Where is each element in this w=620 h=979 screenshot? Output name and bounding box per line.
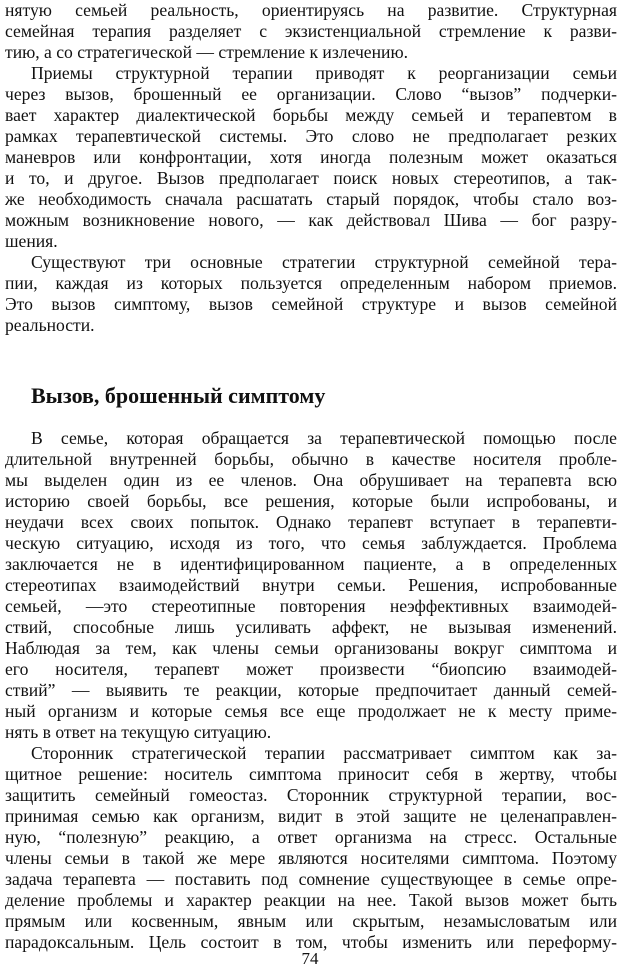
text-line: пии, каждая из которых пользуется определенным набором приемов. [5, 273, 617, 293]
text-line: заключается не в идентифицированном пациенте, а в определенных [5, 554, 617, 574]
text-line: Приемы структурной терапии приводят к реорганизации семьи [31, 63, 617, 83]
text-line: прямым или косвенным, явным или скрытым, незамысловатым или [5, 911, 617, 931]
text-line: Наблюдая за тем, как члены семьи организованы вокруг симптома и [5, 638, 617, 658]
text-line: щитное решение: носитель симптома приносит себя в жертву, чтобы [5, 764, 617, 784]
text-line: семьей, —это стереотипные повторения неэффективных взаимодей- [5, 596, 617, 616]
text-line: ный организм и которые семья все еще продолжает не к месту приме- [5, 701, 617, 721]
text-line: принимая семью как организм, видит в этой защите не целенаправлен- [5, 806, 617, 826]
heading-spacer [5, 414, 617, 428]
paragraph-challenge-organization [5, 63, 617, 252]
text-line: историю своей борьбы, все решения, которые были испробованы, и [5, 491, 617, 511]
text-line: нять в ответ на текущую ситуацию. [5, 722, 272, 742]
text-line: ческую ситуацию, исходя из того, что семья заблуждается. Проблема [5, 533, 617, 553]
text-line: длительной внутренней борьбы, обычно в качестве носителя пробле- [5, 449, 617, 469]
text-line: ствий” — выявить те реакции, которые предпочитает данный семей- [5, 680, 617, 700]
text-line: маневров или конфронтации, хотя иногда полезным может оказаться [5, 147, 617, 167]
page-number: 74 [301, 949, 319, 968]
text-line: В семье, которая обращается за терапевтической помощью после [31, 428, 617, 448]
text-line: Существуют три основные стратегии структурной семейной тера- [31, 252, 617, 272]
text-line: и то, и другое. Вызов предполагает поиск новых стереотипов, а так- [5, 168, 617, 188]
text-line: же необходимость сначала расшатать старый порядок, чтобы стало воз- [5, 189, 617, 209]
text-line: Это вызов симптому, вызов семейной структуре и вызов семейной [5, 294, 617, 314]
text-line: можным возникновение нового, — как действовал Шива — бог разру- [5, 210, 617, 230]
text-line: деление проблемы и характер реакции на нее. Такой вызов может быть [5, 890, 617, 910]
text-line: нятую семьей реальность, ориентируясь на развитие. Структурная [5, 0, 617, 20]
text-line: Сторонник стратегической терапии рассматривает симптом как за- [31, 743, 617, 763]
text-line: семейная терапия разделяет с экзистенциальной стремление к разви- [5, 21, 617, 41]
text-line: его носителя, терапевт может произвести “биопсию взаимодей- [5, 659, 617, 679]
section-spacer [5, 336, 617, 378]
text-line: стереотипах взаимодействий внутри семьи. Решения, испробованные [5, 575, 617, 595]
paragraph-symptom-defense [5, 743, 617, 953]
intro-paragraph [5, 0, 617, 63]
text-line: парадоксальным. Цель состоит в том, чтобы изменить или переформу- [5, 932, 617, 952]
paragraph-three-strategies [5, 252, 617, 336]
text-line: через вызов, брошенный ее организации. Слово “вызов” подчерки- [5, 84, 617, 104]
text-line: ствий, способные лишь усиливать аффект, не вызывая изменений. [5, 617, 617, 637]
paragraph-family-struggle [5, 428, 617, 743]
text-line: ную, “полезную” реакцию, а ответ организма на стресс. Остальные [5, 827, 617, 847]
section-heading: Вызов, брошенный симптому [31, 383, 326, 408]
text-line: задача терапевта — поставить под сомнение существующее в семье опре- [5, 869, 617, 889]
text-line: реальности. [5, 315, 95, 335]
text-line: члены семьи в такой же мере являются носителями симптома. Поэтому [5, 848, 617, 868]
text-line: защитить семейный гомеостаз. Сторонник структурной терапии, вос- [5, 785, 617, 805]
text-line: мы выделен один из ее членов. Она обрушивает на терапевта всю [5, 470, 617, 490]
text-line: вает характер диалектической борьбы между семьей и терапевтом в [5, 105, 617, 125]
text-line: рамках терапевтической системы. Это слово не предполагает резких [5, 126, 617, 146]
text-line: шения. [5, 231, 58, 251]
text-line: тию, а со стратегической — стремление к излечению. [5, 42, 408, 62]
text-line: неудачи всех своих попыток. Однако терапевт вступает в терапевти- [5, 512, 617, 532]
